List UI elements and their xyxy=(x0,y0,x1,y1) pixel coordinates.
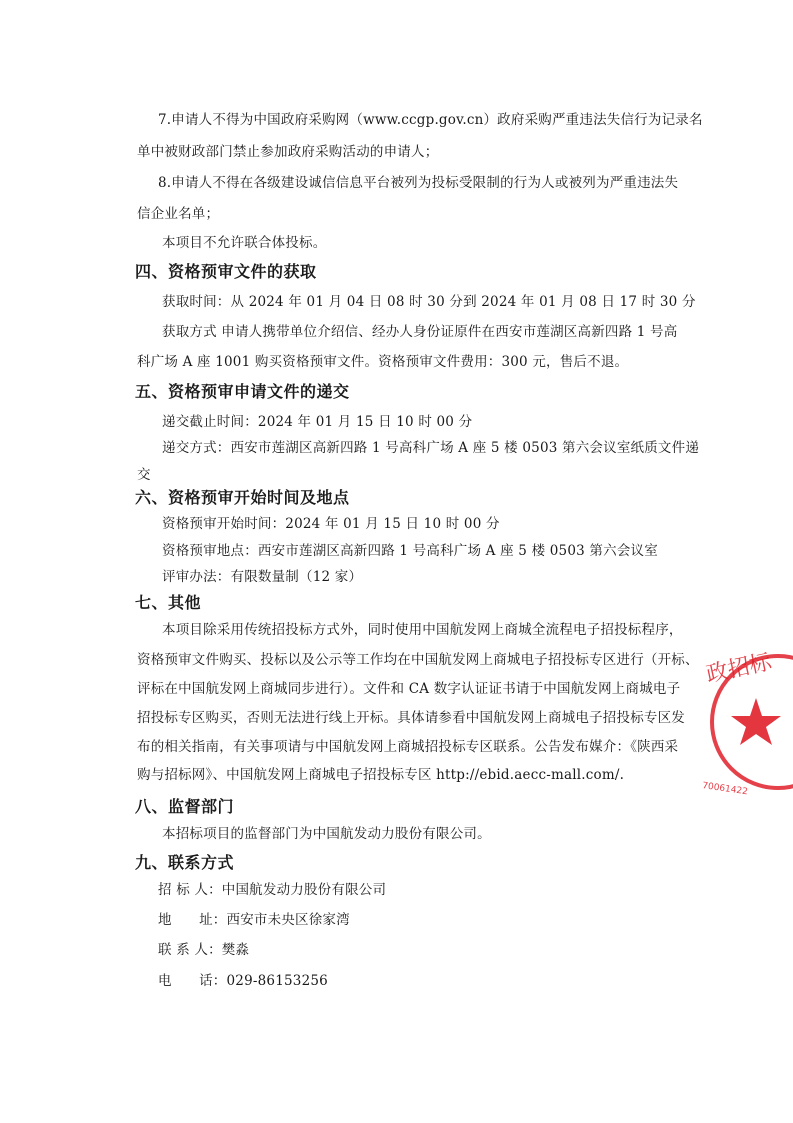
other-paragraph-line-1: 本项目除采用传统招投标方式外，同时使用中国航发网上商城全流程电子招投标程序， xyxy=(162,622,683,638)
acquisition-method-line-1: 获取方式 申请人携带单位介绍信、经办人身份证原件在西安市莲湖区高新四路 1 号高 xyxy=(162,324,678,340)
section-5-heading: 五、资格预审申请文件的递交 xyxy=(135,382,350,401)
contact-address: 地 址：西安市未央区徐家湾 xyxy=(158,912,350,928)
consortium-note: 本项目不允许联合体投标。 xyxy=(162,235,327,251)
submission-deadline: 递交截止时间：2024 年 01 月 15 日 10 时 00 分 xyxy=(162,414,473,430)
contact-person: 联 系 人：樊淼 xyxy=(158,942,250,958)
item-8-line-2: 信企业名单； xyxy=(137,206,220,222)
prequalification-start-time: 资格预审开始时间：2024 年 01 月 15 日 10 时 00 分 xyxy=(162,516,500,532)
submission-method-line-1: 递交方式：西安市莲湖区高新四路 1 号高科广场 A 座 5 楼 0503 第六会议室纸质文件递 xyxy=(162,440,700,456)
section-9-heading: 九、联系方式 xyxy=(135,853,235,872)
official-seal-stamp xyxy=(700,640,793,810)
contact-tenderer: 招 标 人：中国航发动力股份有限公司 xyxy=(158,882,387,898)
other-paragraph-line-3: 评标在中国航发网上商城同步进行）。文件和 CA 数字认证证书请于中国航发网上商城电子 xyxy=(137,681,681,697)
seal-star-icon xyxy=(731,698,781,745)
contact-phone: 电 话：029-86153256 xyxy=(158,973,328,989)
acquisition-method-line-2: 科广场 A 座 1001 购买资格预审文件。资格预审文件费用：300 元，售后不退。 xyxy=(137,354,629,370)
review-method: 评审办法：有限数量制（12 家） xyxy=(162,569,363,585)
other-paragraph-line-5: 布的相关指南，有关事项请与中国航发网上商城招投标专区联系。公告发布媒介：《陕西采 xyxy=(137,739,679,755)
item-7-line-1: 7.申请人不得为中国政府采购网（www.ccgp.gov.cn）政府采购严重违法失信行为记录名 xyxy=(158,112,703,128)
submission-method-line-2: 交 xyxy=(137,467,151,483)
section-6-heading: 六、资格预审开始时间及地点 xyxy=(135,488,350,507)
seal-top-text: 政招标 xyxy=(704,649,774,688)
section-4-heading: 四、资格预审文件的获取 xyxy=(135,262,317,281)
other-paragraph-line-6: 购与招标网》、中国航发网上商城电子招投标专区 http://ebid.aecc-mall.com/. xyxy=(137,767,625,783)
section-8-heading: 八、监督部门 xyxy=(135,797,235,816)
section-7-heading: 七、其他 xyxy=(135,593,202,612)
seal-bottom-number: 70061422 xyxy=(701,781,749,798)
item-7-line-2: 单中被财政部门禁止参加政府采购活动的申请人； xyxy=(137,144,439,160)
item-8-line-1: 8.申请人不得在各级建设诚信信息平台被列为投标受限制的行为人或被列为严重违法失 xyxy=(158,175,679,191)
other-paragraph-line-4: 招投标专区购买，否则无法进行线上开标。具体请参看中国航发网上商城电子招投标专区发 xyxy=(137,710,685,726)
prequalification-location: 资格预审地点：西安市莲湖区高新四路 1 号高科广场 A 座 5 楼 0503 第六会议室 xyxy=(162,543,658,559)
supervision-department: 本招标项目的监督部门为中国航发动力股份有限公司。 xyxy=(162,826,491,842)
acquisition-time: 获取时间：从 2024 年 01 月 04 日 08 时 30 分到 2024 年 01 月 08 日 17 时 30 分 xyxy=(162,294,696,310)
other-paragraph-line-2: 资格预审文件购买、投标以及公示等工作均在中国航发网上商城电子招投标专区进行（开标、 xyxy=(137,652,699,668)
